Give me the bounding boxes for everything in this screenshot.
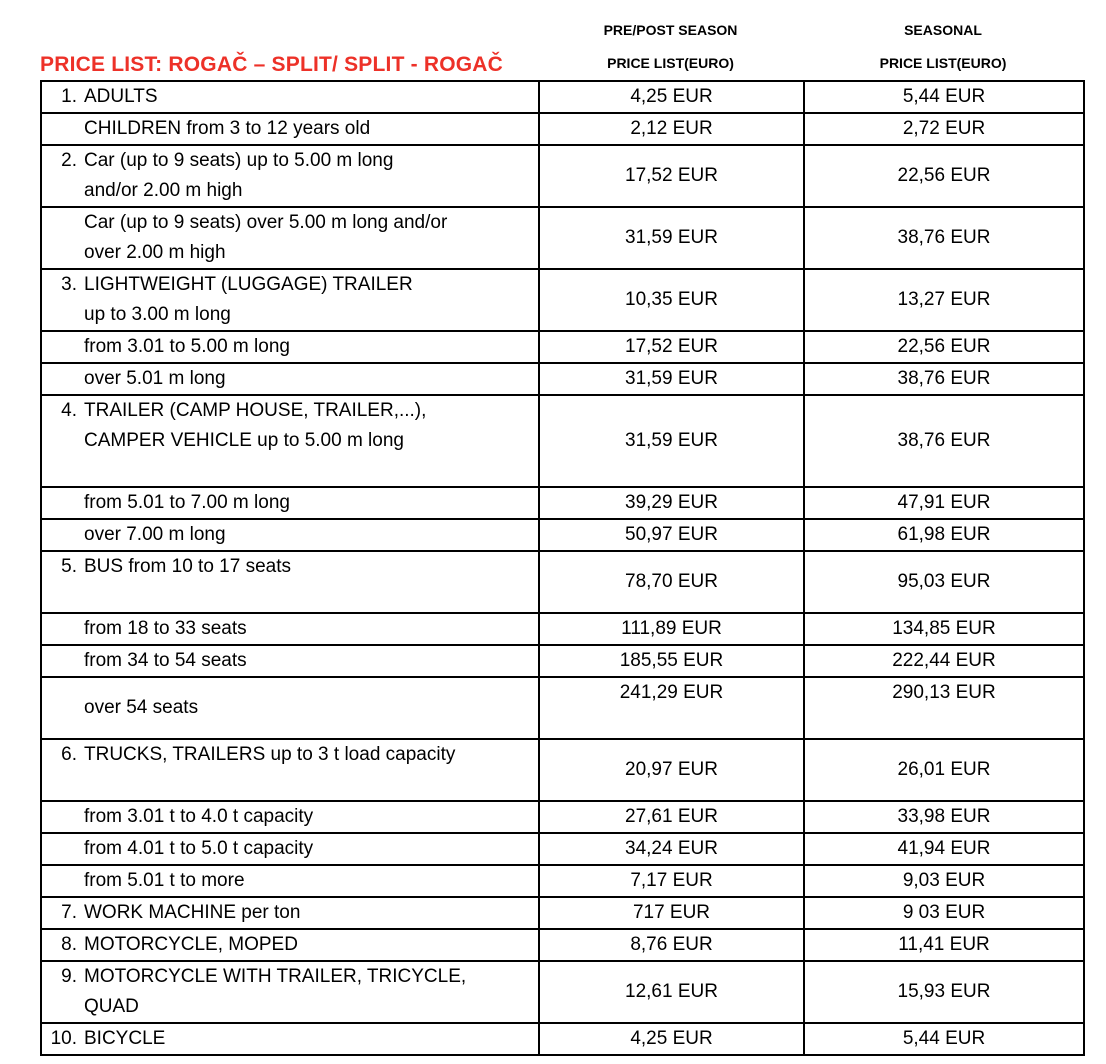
pre-post-season-price [539, 487, 804, 519]
cell-line: 22,56 EUR [897, 336, 991, 357]
item-label-cell [41, 207, 539, 269]
pre-post-season-price [539, 1023, 804, 1055]
cell-line: over 2.00 m high [84, 242, 226, 263]
table-row [41, 1023, 1084, 1055]
cell-line: MOTORCYCLE, MOPED [84, 934, 298, 955]
cell-line: Car (up to 9 seats) over 5.00 m long and/or [84, 212, 448, 233]
item-label-cell [41, 145, 539, 207]
pre-post-season-price [539, 551, 804, 613]
price-table-body [41, 81, 1084, 1055]
table-row [41, 81, 1084, 113]
cell-line: from 18 to 33 seats [84, 618, 247, 639]
seasonal-price [804, 929, 1084, 961]
column-header-seasonal [803, 0, 1083, 80]
cell-line: 290,13 EUR [892, 682, 996, 703]
cell-line: from 3.01 t to 4.0 t capacity [84, 806, 314, 827]
seasonal-price [804, 331, 1084, 363]
cell-line: 31,59 EUR [625, 227, 718, 248]
table-row [41, 865, 1084, 897]
seasonal-price [804, 739, 1084, 801]
seasonal-price [804, 645, 1084, 677]
price-table [40, 80, 1085, 1056]
item-number: 5. [61, 556, 77, 577]
item-label [84, 866, 538, 896]
item-label [84, 208, 538, 268]
cell-line: 17,52 EUR [625, 336, 718, 357]
pre-post-season-price [539, 363, 804, 395]
column-header-pre-season-line1: PRE/POST SEASON [603, 22, 738, 38]
item-number: 6. [61, 744, 77, 765]
seasonal-price [804, 677, 1084, 739]
column-header-pre-season [538, 0, 803, 80]
seasonal-price [804, 113, 1084, 145]
cell-line: from 5.01 t to more [84, 870, 245, 891]
cell-line: up to 3.00 m long [84, 304, 231, 325]
item-number: 2. [61, 150, 77, 171]
cell-line: 15,93 EUR [897, 981, 991, 1002]
cell-line: from 5.01 to 7.00 m long [84, 492, 290, 513]
cell-line: 241,29 EUR [619, 682, 724, 703]
item-number: 10. [50, 1028, 77, 1049]
table-row [41, 929, 1084, 961]
cell-line: 4,25 EUR [630, 1028, 713, 1049]
item-label [84, 802, 538, 832]
cell-line: 22,56 EUR [897, 165, 991, 186]
pre-post-season-price [539, 739, 804, 801]
item-label [84, 930, 538, 960]
cell-line: MOTORCYCLE WITH TRAILER, TRICYCLE, [84, 966, 467, 987]
cell-line [805, 708, 1083, 738]
table-row [41, 551, 1084, 613]
item-label-cell [41, 865, 539, 897]
pre-post-season-price [539, 81, 804, 113]
item-label-cell [41, 81, 539, 113]
seasonal-price [804, 269, 1084, 331]
item-label [84, 646, 538, 676]
table-row [41, 739, 1084, 801]
seasonal-price [804, 1023, 1084, 1055]
table-row [41, 331, 1084, 363]
item-label [84, 396, 538, 486]
cell-line: 38,76 EUR [897, 430, 991, 451]
item-label [84, 270, 538, 330]
item-label [84, 1024, 538, 1054]
item-label-cell [41, 613, 539, 645]
item-label [84, 520, 538, 550]
cell-line: 38,76 EUR [897, 368, 991, 389]
seasonal-price [804, 833, 1084, 865]
table-row [41, 801, 1084, 833]
cell-line: 10,35 EUR [625, 289, 718, 310]
page-title: PRICE LIST: ROGAČ – SPLIT/ SPLIT - ROGAČ [40, 53, 504, 76]
item-label-cell [41, 395, 539, 487]
item-label [84, 332, 538, 362]
cell-line [84, 770, 538, 800]
cell-line: BICYCLE [84, 1028, 166, 1049]
cell-line: 27,61 EUR [625, 806, 718, 827]
item-label-cell [41, 269, 539, 331]
cell-line: over 54 seats [84, 697, 199, 718]
title-area [40, 0, 538, 80]
item-label [84, 488, 538, 518]
cell-line: WORK MACHINE per ton [84, 902, 301, 923]
item-label-cell [41, 1023, 539, 1055]
cell-line: 50,97 EUR [625, 524, 718, 545]
cell-line: 717 EUR [632, 902, 711, 923]
cell-line [540, 708, 803, 738]
item-number: 7. [61, 902, 77, 923]
column-header-seasonal-line1: SEASONAL [904, 22, 982, 38]
seasonal-price [804, 801, 1084, 833]
table-row [41, 207, 1084, 269]
pre-post-season-price [539, 113, 804, 145]
item-label [84, 146, 538, 206]
table-row [41, 519, 1084, 551]
pre-post-season-price [539, 269, 804, 331]
item-label [84, 552, 538, 612]
table-row [41, 677, 1084, 739]
table-row [41, 395, 1084, 487]
table-row [41, 897, 1084, 929]
cell-line: 13,27 EUR [897, 289, 991, 310]
pre-post-season-price [539, 897, 804, 929]
table-row [41, 833, 1084, 865]
cell-line: CAMPER VEHICLE up to 5.00 m long [84, 430, 404, 451]
item-label-cell [41, 519, 539, 551]
item-label [84, 114, 538, 144]
pre-post-season-price [539, 331, 804, 363]
cell-line: 31,59 EUR [625, 368, 718, 389]
seasonal-price [804, 207, 1084, 269]
item-label-cell [41, 645, 539, 677]
cell-line: 5,44 EUR [902, 1028, 986, 1049]
table-row [41, 363, 1084, 395]
seasonal-price [804, 613, 1084, 645]
cell-line: 2,72 EUR [902, 118, 986, 139]
cell-line: 33,98 EUR [897, 806, 991, 827]
item-label [84, 82, 538, 112]
cell-line: from 3.01 to 5.00 m long [84, 336, 290, 357]
table-row [41, 645, 1084, 677]
cell-line: over 5.01 m long [84, 368, 226, 389]
cell-line: 222,44 EUR [892, 650, 996, 671]
pre-post-season-price [539, 865, 804, 897]
pre-post-season-price [539, 207, 804, 269]
cell-line: 2,12 EUR [630, 118, 713, 139]
cell-line: 11,41 EUR [898, 934, 990, 955]
item-number: 8. [61, 934, 77, 955]
cell-line: 47,91 EUR [897, 492, 991, 513]
seasonal-price [804, 551, 1084, 613]
item-label [84, 834, 538, 864]
item-label [84, 898, 538, 928]
pre-post-season-price [539, 145, 804, 207]
seasonal-price [804, 961, 1084, 1023]
item-label [84, 614, 538, 644]
cell-line: over 7.00 m long [84, 524, 226, 545]
cell-line: TRAILER (CAMP HOUSE, TRAILER,...), [84, 400, 427, 421]
cell-line: 95,03 EUR [897, 571, 991, 592]
cell-line: 26,01 EUR [897, 759, 991, 780]
item-label [84, 693, 538, 723]
item-label [84, 364, 538, 394]
table-row [41, 487, 1084, 519]
item-label [84, 962, 538, 1022]
table-row [41, 145, 1084, 207]
cell-line [84, 582, 538, 612]
cell-line: 134,85 EUR [892, 618, 996, 639]
cell-line: 4,25 EUR [630, 86, 713, 107]
cell-line: 12,61 EUR [625, 981, 718, 1002]
seasonal-price [804, 519, 1084, 551]
item-label-cell [41, 677, 539, 739]
pre-post-season-price [539, 801, 804, 833]
cell-line: 17,52 EUR [625, 165, 718, 186]
cell-line: 78,70 EUR [625, 571, 718, 592]
cell-line: 39,29 EUR [625, 492, 718, 513]
cell-line: from 34 to 54 seats [84, 650, 247, 671]
item-number: 1. [61, 86, 77, 107]
item-label-cell [41, 961, 539, 1023]
pre-post-season-price [539, 519, 804, 551]
cell-line: 111,89 EUR [621, 618, 722, 639]
cell-line: 34,24 EUR [625, 838, 718, 859]
cell-line: TRUCKS, TRAILERS up to 3 t load capacity [84, 744, 456, 765]
item-label-cell [41, 801, 539, 833]
cell-line: 7,17 EUR [630, 870, 713, 891]
seasonal-price [804, 487, 1084, 519]
cell-line: 31,59 EUR [625, 430, 718, 451]
cell-line: 61,98 EUR [897, 524, 991, 545]
cell-line: 9 03 EUR [902, 902, 986, 923]
item-label-cell [41, 363, 539, 395]
cell-line: BUS from 10 to 17 seats [84, 556, 291, 577]
cell-line: Car (up to 9 seats) up to 5.00 m long [84, 150, 394, 171]
cell-line: from 4.01 t to 5.0 t capacity [84, 838, 314, 859]
item-number: 4. [61, 400, 77, 421]
table-row [41, 269, 1084, 331]
item-label-cell [41, 897, 539, 929]
pre-post-season-price [539, 395, 804, 487]
item-label-cell [41, 833, 539, 865]
pre-post-season-price [539, 677, 804, 739]
cell-line: 9,03 EUR [902, 870, 986, 891]
seasonal-price [804, 145, 1084, 207]
cell-line: CHILDREN from 3 to 12 years old [84, 118, 371, 139]
cell-line: LIGHTWEIGHT (LUGGAGE) TRAILER [84, 274, 413, 295]
cell-line: 5,44 EUR [902, 86, 986, 107]
cell-line: and/or 2.00 m high [84, 180, 243, 201]
pre-post-season-price [539, 833, 804, 865]
cell-line: 185,55 EUR [619, 650, 724, 671]
table-header [40, 0, 1083, 80]
cell-line: QUAD [84, 996, 139, 1017]
pre-post-season-price [539, 645, 804, 677]
cell-line: 8,76 EUR [630, 934, 713, 955]
cell-line [84, 456, 538, 486]
table-row [41, 961, 1084, 1023]
item-number: 9. [61, 966, 77, 987]
item-label-cell [41, 929, 539, 961]
seasonal-price [804, 897, 1084, 929]
cell-line: ADULTS [84, 86, 158, 107]
item-label-cell [41, 551, 539, 613]
pre-post-season-price [539, 929, 804, 961]
table-row [41, 113, 1084, 145]
seasonal-price [804, 865, 1084, 897]
table-row [41, 613, 1084, 645]
pre-post-season-price [539, 961, 804, 1023]
pre-post-season-price [539, 613, 804, 645]
seasonal-price [804, 81, 1084, 113]
cell-line: 38,76 EUR [897, 227, 991, 248]
seasonal-price [804, 363, 1084, 395]
seasonal-price [804, 395, 1084, 487]
item-label-cell [41, 739, 539, 801]
column-header-pre-season-line2: PRICE LIST(EURO) [607, 55, 734, 71]
item-label-cell [41, 487, 539, 519]
cell-line: 41,94 EUR [897, 838, 991, 859]
item-label [84, 740, 538, 800]
item-label-cell [41, 113, 539, 145]
item-label-cell [41, 331, 539, 363]
cell-line: 20,97 EUR [625, 759, 718, 780]
column-header-seasonal-line2: PRICE LIST(EURO) [879, 55, 1007, 71]
item-number: 3. [61, 274, 77, 295]
